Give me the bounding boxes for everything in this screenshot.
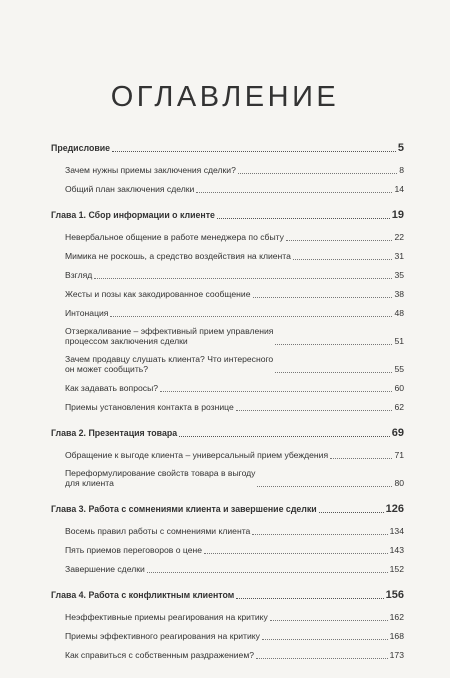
entry-title-line-1: Зачем продавцу слушать клиента? Что интересного — [65, 353, 274, 364]
dot-leader — [252, 533, 387, 535]
dot-leader — [196, 191, 392, 193]
dot-leader — [236, 597, 383, 599]
toc-section-preface — [51, 138, 404, 195]
page-number: 168 — [389, 631, 404, 642]
page-title: ОГЛАВЛЕНИЕ — [110, 81, 340, 114]
entry-title: Зачем нужны приемы заключения сделки? — [65, 165, 236, 176]
entry-title: Пять приемов переговоров о цене — [65, 545, 203, 556]
toc-entry[interactable] — [51, 262, 404, 281]
entry-title: Мимика не роскошь, а средство воздействия на клиента — [65, 251, 291, 262]
toc-section-chapter-3 — [51, 499, 404, 575]
toc-entry[interactable] — [51, 642, 404, 661]
dot-leader — [319, 511, 384, 513]
dot-leader — [270, 619, 388, 621]
entry-title: Приемы установления контакта в рознице — [65, 402, 234, 413]
page-number: 152 — [389, 564, 404, 575]
dot-leader — [238, 172, 397, 174]
entry-title: Приемы эффективного реагирования на критику — [65, 631, 260, 642]
toc-entry[interactable] — [51, 537, 404, 556]
entry-title: Обращение к выгоде клиента – универсальный прием убеждения — [65, 450, 329, 461]
dot-leader — [94, 277, 392, 279]
chapter-title: Предисловие — [51, 143, 111, 154]
dot-leader — [147, 571, 388, 573]
chapter-title: Глава 1. Сбор информации о клиенте — [51, 210, 215, 221]
entry-title — [65, 354, 273, 375]
toc-entry[interactable] — [51, 442, 404, 461]
dot-leader — [275, 343, 392, 345]
toc-entry[interactable] — [51, 375, 404, 394]
page-number: 38 — [394, 289, 404, 300]
entry-title-line-2: он может сообщить? — [65, 364, 149, 375]
page-number: 173 — [389, 650, 404, 661]
toc-section-chapter-4 — [51, 585, 404, 661]
page-number: 22 — [394, 232, 404, 243]
entry-title: Интонация — [65, 308, 109, 319]
toc-chapter-entry[interactable] — [51, 205, 404, 221]
page-number: 80 — [394, 478, 404, 489]
entry-title: Как справиться с собственным раздражением? — [65, 650, 255, 661]
toc-entry[interactable] — [51, 518, 404, 537]
entry-title: Общий план заключения сделки — [65, 184, 195, 195]
dot-leader — [286, 239, 392, 241]
dot-leader — [110, 315, 392, 317]
entry-title — [65, 326, 273, 347]
toc-entry[interactable] — [51, 176, 404, 195]
page-number: 31 — [394, 251, 404, 262]
toc-entry[interactable] — [51, 623, 404, 642]
dot-leader — [236, 409, 393, 411]
page-number: 156 — [385, 589, 404, 602]
page-number: 48 — [394, 308, 404, 319]
toc-chapter-entry[interactable] — [51, 585, 404, 601]
page-number: 19 — [391, 209, 404, 222]
toc-entry[interactable] — [51, 347, 404, 375]
toc-entry[interactable] — [51, 461, 404, 489]
toc-entry[interactable] — [51, 604, 404, 623]
page-number: 55 — [394, 364, 404, 375]
entry-title-line-2: для клиента — [65, 478, 114, 489]
entry-title: Завершение сделки — [65, 564, 145, 575]
entry-title: Восемь правил работы с сомнениями клиента — [65, 526, 251, 537]
page-number: 71 — [394, 450, 404, 461]
page-number: 69 — [391, 427, 404, 440]
entry-title: Жесты и позы как закодированное сообщение — [65, 289, 251, 300]
chapter-title: Глава 4. Работа с конфликтным клиентом — [51, 590, 235, 601]
toc-chapter-entry[interactable] — [51, 499, 404, 515]
toc-entry[interactable] — [51, 394, 404, 413]
page-number: 35 — [394, 270, 404, 281]
page-number: 162 — [389, 612, 404, 623]
toc-entry[interactable] — [51, 556, 404, 575]
dot-leader — [204, 552, 388, 554]
toc-chapter-entry[interactable] — [51, 423, 404, 439]
toc-entry[interactable] — [51, 157, 404, 176]
entry-title-line-1: Переформулирование свойств товара в выгоду — [65, 467, 256, 478]
toc-entry[interactable] — [51, 319, 404, 347]
toc-entry[interactable] — [51, 281, 404, 300]
page-number: 126 — [385, 503, 404, 516]
page-number: 134 — [389, 526, 404, 537]
page-number: 5 — [397, 142, 404, 155]
dot-leader — [253, 296, 393, 298]
entry-title: Невербальное общение в работе менеджера по сбыту — [65, 232, 284, 243]
toc-entry[interactable] — [51, 224, 404, 243]
page-number: 8 — [399, 165, 404, 176]
dot-leader — [293, 258, 393, 260]
dot-leader — [160, 390, 392, 392]
page-number: 143 — [389, 545, 404, 556]
page-number: 14 — [394, 184, 404, 195]
entry-title: Неэффективные приемы реагирования на критику — [65, 612, 268, 623]
entry-title: Как задавать вопросы? — [65, 383, 159, 394]
page-number: 62 — [394, 402, 404, 413]
dot-leader — [275, 371, 392, 373]
page-number: 60 — [394, 383, 404, 394]
entry-title — [65, 468, 255, 489]
toc-chapter-entry[interactable] — [51, 138, 404, 154]
page-number: 51 — [394, 336, 404, 347]
dot-leader — [256, 657, 388, 659]
toc-section-chapter-2 — [51, 423, 404, 489]
dot-leader — [112, 150, 396, 152]
toc-entry[interactable] — [51, 243, 404, 262]
dot-leader — [217, 217, 390, 219]
chapter-title: Глава 2. Презентация товара — [51, 428, 178, 439]
toc-entry[interactable] — [51, 300, 404, 319]
dot-leader — [257, 485, 392, 487]
table-of-contents — [51, 138, 404, 661]
entry-title-line-2: процессом заключения сделки — [65, 336, 188, 347]
entry-title: Взгляд — [65, 270, 93, 281]
dot-leader — [330, 457, 392, 459]
entry-title-line-1: Отзеркаливание – эффективный прием управления — [65, 325, 274, 336]
chapter-title: Глава 3. Работа с сомнениями клиента и завершение сделки — [51, 504, 317, 515]
dot-leader — [179, 435, 390, 437]
dot-leader — [262, 638, 388, 640]
toc-section-chapter-1 — [51, 205, 404, 413]
